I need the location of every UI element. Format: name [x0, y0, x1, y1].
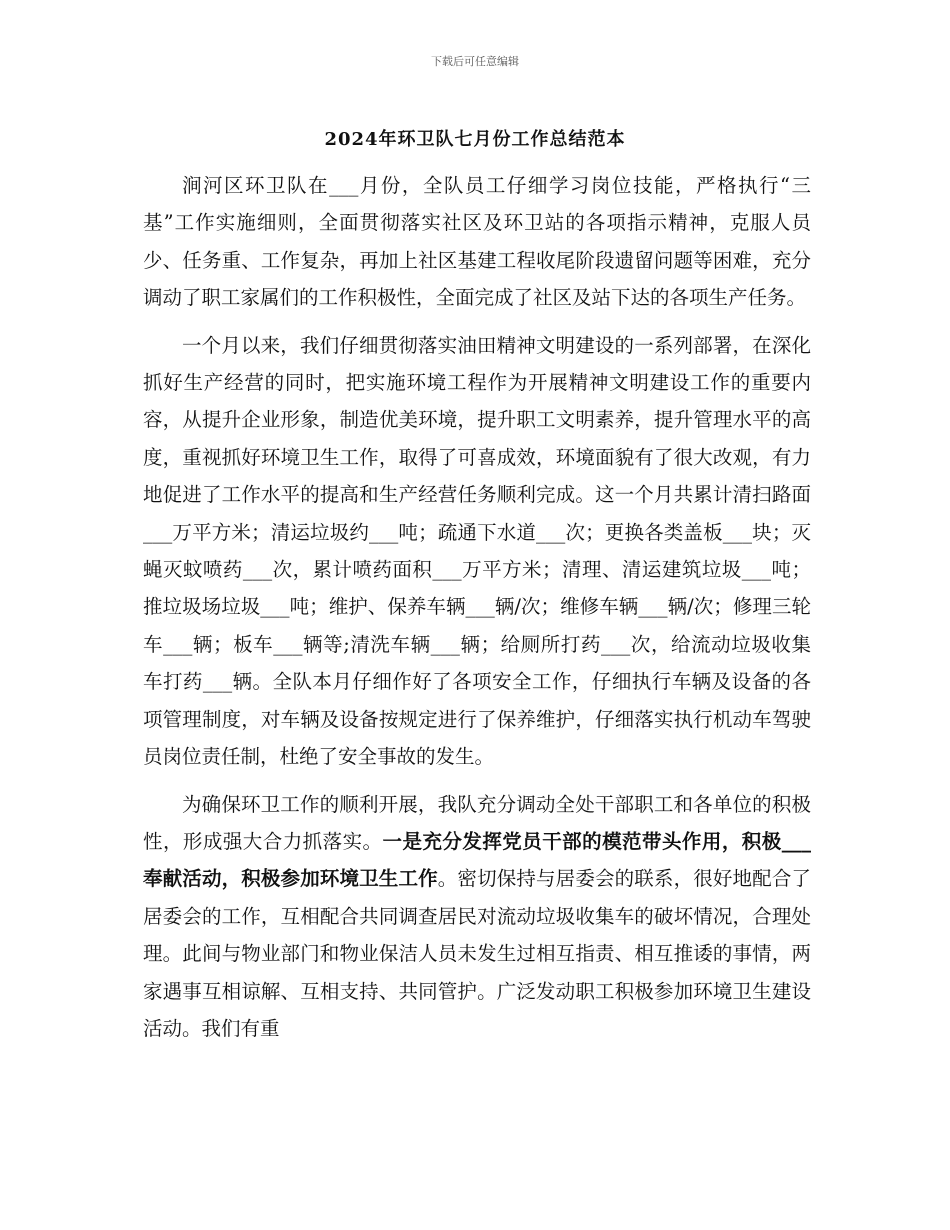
- paragraph-3-bold: 一是充分发挥党员干部的模范带头作用，积极___奉献活动，积极参加环境卫生工作: [143, 829, 811, 891]
- paragraph-3: [143, 786, 811, 1048]
- document-body: [143, 167, 811, 1057]
- paragraph-3-lead: 为确保环卫工作的顺利开展，我队充分调动全处干部职工和各单位的积极性，形成强大合力抓落实。: [143, 792, 811, 853]
- page-header-note: 下载后可任意编辑: [431, 55, 519, 68]
- document-title: 2024年环卫队七月份工作总结范本: [324, 129, 626, 150]
- paragraph-2: 一个月以来，我们仔细贯彻落实油田精神文明建设的一系列部署，在深化抓好生产经营的同时，把实施环境工程作为开展精神文明建设工作的重要内容，从提升企业形象，制造优美环境，提升职工文明素养，提升管理水平的高度，重视抓好环境卫生工作，取得了可喜成效，环境面貌有了很大改观，有力地促进了工作水平的提高和生产经营任务顺利完成。这一个月共累计清扫路面___万平方米；清运垃圾约___吨；疏通下水道___次；更换各类盖板___块；灭蝇灭蚊喷药___次，累计喷药面积___万平方米；清理、清运建筑垃圾___吨；推垃圾场垃圾___吨；维护、保养车辆___辆/次；维修车辆___辆/次；修理三轮车___辆；板车___辆等;清洗车辆___辆；给厕所打药___次，给流动垃圾收集车打药___辆。全队本月仔细作好了各项安全工作，仔细执行车辆及设备的各项管理制度，对车辆及设备按规定进行了保养维护，仔细落实执行机动车驾驶员岗位责任制，杜绝了安全事故的发生。: [143, 333, 811, 769]
- paragraph-3-tail: 。密切保持与居委会的联系，很好地配合了居委会的工作，互相配合共同调查居民对流动垃圾收集车的破坏情况，合理处理。此间与物业部门和物业保洁人员未发生过相互指责、相互推诿的事情，两家遇事互相谅解、互相支持、共同管护。广泛发动职工积极参加环境卫生建设活动。我们有重: [143, 867, 811, 1040]
- paragraph-1: 涧河区环卫队在___月份，全队员工仔细学习岗位技能，严格执行“三基”工作实施细则，全面贯彻落实社区及环卫站的各项指示精神，克服人员少、任务重、工作复杂，再加上社区基建工程收尾阶段遗留问题等困难，充分调动了职工家属们的工作积极性，全面完成了社区及站下达的各项生产任务。: [143, 174, 811, 310]
